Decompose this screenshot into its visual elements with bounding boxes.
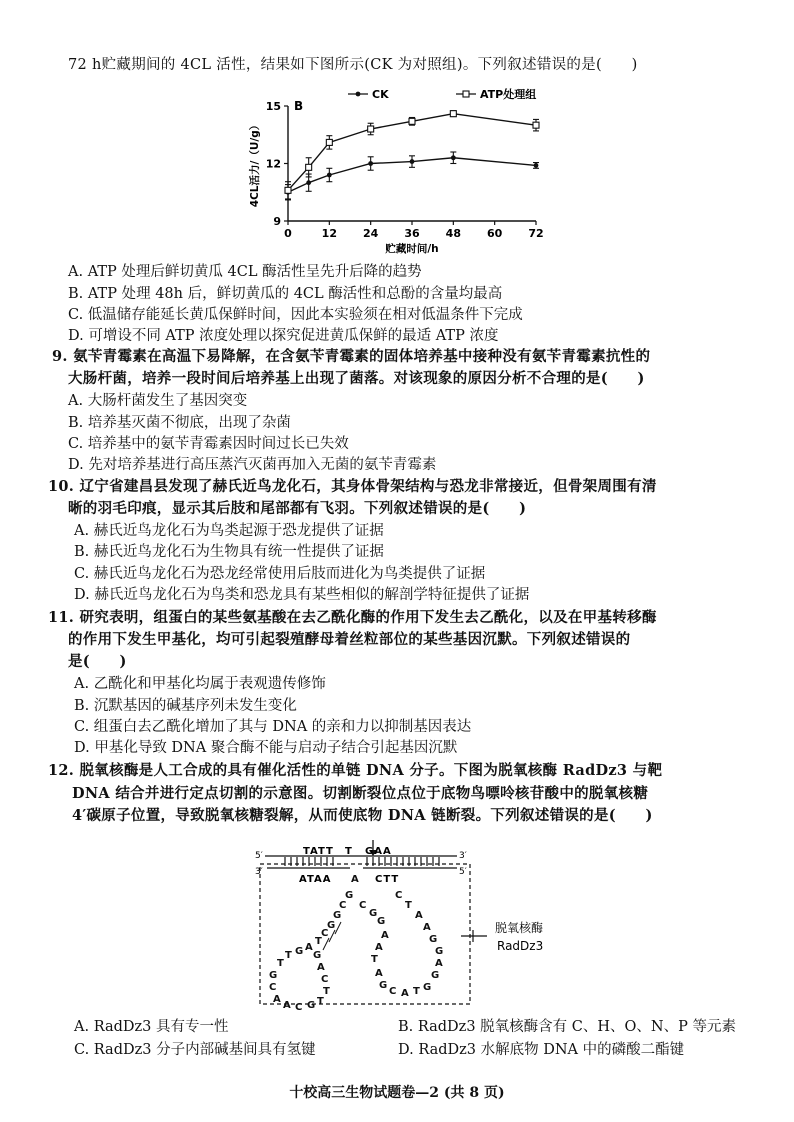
svg-text:C: C bbox=[269, 982, 277, 993]
svg-text:G: G bbox=[431, 970, 440, 981]
svg-text:C: C bbox=[321, 974, 329, 985]
svg-text:G: G bbox=[307, 1000, 316, 1011]
svg-text:T: T bbox=[323, 986, 330, 997]
q9-option-a[interactable]: A. 大肠杆菌发生了基因突变 bbox=[68, 393, 248, 409]
svg-text:G: G bbox=[295, 946, 304, 957]
y-tick-label: 15 bbox=[265, 100, 281, 113]
point-0-3 bbox=[368, 161, 373, 166]
svg-text:C: C bbox=[389, 986, 397, 997]
prime5-bottom: 5′ bbox=[459, 867, 467, 877]
svg-text:A: A bbox=[375, 968, 383, 979]
legend-label-1: ATP处理组 bbox=[480, 88, 537, 101]
prime5-top: 5′ bbox=[255, 851, 263, 861]
point-1-4 bbox=[409, 118, 415, 124]
q8-option-c[interactable]: C. 低温储存能延长黄瓜保鲜时间，因此本实验须在相对低温条件下完成 bbox=[68, 307, 523, 323]
svg-text:A: A bbox=[415, 910, 423, 921]
svg-text:A: A bbox=[435, 958, 443, 969]
svg-text:T: T bbox=[413, 986, 420, 997]
x-tick-label: 24 bbox=[363, 227, 379, 240]
q12-option-c[interactable]: C. RadDz3 分子内部碱基间具有氢键 bbox=[74, 1042, 316, 1058]
svg-text:G: G bbox=[345, 890, 354, 901]
y-tick-label: 9 bbox=[273, 215, 281, 228]
svg-text:G: G bbox=[327, 920, 336, 931]
q11-stem-line2: 的作用下发生甲基化，均可引起裂殖酵母着丝粒部位的某些基因沉默。下列叙述错误的 bbox=[68, 631, 631, 648]
q10-stem-line1: 10. 辽宁省建昌县发现了赫氏近鸟龙化石，其身体骨架结构与恐龙非常接近，但骨架周围有清 bbox=[48, 478, 657, 495]
q12-stem-line1: 12. 脱氧核酶是人工合成的具有催化活性的单链 DNA 分子。下图为脱氧核酶 RadDz3 与靶 bbox=[48, 762, 663, 779]
q10-option-d[interactable]: D. 赫氏近鸟龙化石为鸟类和恐龙具有某些相似的解剖学特征提供了证据 bbox=[74, 587, 530, 603]
panel-label: B bbox=[294, 99, 304, 113]
top-mid-seq: T bbox=[345, 846, 352, 857]
svg-text:A: A bbox=[381, 930, 389, 941]
svg-text:T: T bbox=[315, 936, 322, 947]
q11-stem-line3: 是( ) bbox=[68, 653, 127, 670]
point-0-5 bbox=[451, 155, 456, 160]
q11-option-c[interactable]: C. 组蛋白去乙酰化增加了其与 DNA 的亲和力以抑制基因表达 bbox=[74, 719, 472, 735]
svg-text:G: G bbox=[429, 934, 438, 945]
q11-stem-line1: 11. 研究表明，组蛋白的某些氨基酸在去乙酰化酶的作用下发生去乙酰化，以及在甲基转移酶 bbox=[48, 609, 657, 626]
y-tick-label: 12 bbox=[265, 157, 281, 171]
svg-text:G: G bbox=[435, 946, 444, 957]
point-0-2 bbox=[327, 173, 332, 178]
diagram-label-line1: 脱氧核酶 bbox=[495, 921, 544, 935]
svg-text:G: G bbox=[313, 950, 322, 961]
svg-text:A: A bbox=[401, 988, 409, 999]
q11-option-b[interactable]: B. 沉默基因的碱基序列未发生变化 bbox=[74, 698, 297, 714]
q8-stem: 72 h贮藏期间的 4CL 活性，结果如下图所示(CK 为对照组)。下列叙述错误的是( ) bbox=[68, 57, 638, 73]
q11-option-d[interactable]: D. 甲基化导致 DNA 聚合酶不能与启动子结合引起基因沉默 bbox=[74, 740, 458, 756]
svg-text:G: G bbox=[333, 910, 342, 921]
legend-marker-1 bbox=[463, 91, 469, 97]
svg-text:T: T bbox=[317, 996, 324, 1007]
y-axis-label: 4CL活力/（U/g） bbox=[249, 119, 261, 208]
q8-option-b[interactable]: B. ATP 处理 48h 后，鲜切黄瓜的 4CL 酶活性和总酚的含量均最高 bbox=[68, 286, 503, 302]
svg-text:A: A bbox=[317, 962, 325, 973]
point-0-4 bbox=[410, 159, 415, 164]
point-1-0 bbox=[285, 187, 291, 193]
svg-text:A: A bbox=[375, 942, 383, 953]
q8-option-d[interactable]: D. 可增设不同 ATP 浓度处理以探究促进黄瓜保鲜的最适 ATP 浓度 bbox=[68, 328, 499, 344]
point-1-6 bbox=[533, 122, 539, 128]
point-1-2 bbox=[326, 139, 332, 145]
q10-option-a[interactable]: A. 赫氏近鸟龙化石为鸟类起源于恐龙提供了证据 bbox=[74, 523, 384, 539]
bottom-right-seq: CTT bbox=[375, 874, 400, 885]
x-axis-label: 贮藏时间/h bbox=[385, 243, 439, 255]
x-tick-label: 36 bbox=[404, 227, 420, 240]
x-tick-label: 0 bbox=[284, 227, 292, 240]
q11-option-a[interactable]: A. 乙酰化和甲基化均属于表观遗传修饰 bbox=[74, 676, 326, 692]
svg-text:C: C bbox=[395, 890, 403, 901]
svg-text:T: T bbox=[277, 958, 284, 969]
q12-option-d[interactable]: D. RadDz3 水解底物 DNA 中的磷酸二酯键 bbox=[398, 1042, 685, 1058]
q10-option-b[interactable]: B. 赫氏近鸟龙化石为生物具有统一性提供了证据 bbox=[74, 544, 384, 560]
x-tick-label: 60 bbox=[487, 227, 503, 240]
point-0-6 bbox=[534, 163, 539, 168]
point-1-3 bbox=[368, 126, 374, 132]
x-tick-label: 72 bbox=[528, 227, 544, 240]
point-1-5 bbox=[450, 111, 456, 117]
legend-label-0: CK bbox=[372, 88, 389, 101]
svg-text:T: T bbox=[371, 954, 378, 965]
top-right-seq: GAA bbox=[365, 846, 392, 857]
legend-marker-0 bbox=[356, 92, 361, 97]
q12-stem-line2: DNA 结合并进行定点切割的示意图。切割断裂位点位于底物鸟嘌呤核苷酸中的脱氧核糖 bbox=[72, 785, 649, 802]
q10-stem-line2: 晰的羽毛印痕，显示其后肢和尾部都有飞羽。下列叙述错误的是( ) bbox=[68, 500, 527, 517]
raddz3-diagram bbox=[255, 838, 585, 1018]
q12-stem-line3: 4′碳原子位置，导致脱氧核糖裂解，从而使底物 DNA 链断裂。下列叙述错误的是( ) bbox=[72, 807, 653, 824]
q9-option-c[interactable]: C. 培养基中的氨苄青霉素因时间过长已失效 bbox=[68, 436, 349, 452]
diagram-label-line2: RadDz3 bbox=[497, 939, 544, 953]
bottom-left-seq: ATAA bbox=[299, 874, 332, 885]
svg-text:C: C bbox=[321, 928, 329, 939]
svg-text:A: A bbox=[283, 1000, 291, 1011]
q9-stem-line2: 大肠杆菌，培养一段时间后培养基上出现了菌落。对该现象的原因分析不合理的是( ) bbox=[68, 370, 645, 387]
svg-text:G: G bbox=[377, 916, 386, 927]
4cl-activity-chart bbox=[240, 78, 560, 258]
point-0-1 bbox=[306, 180, 311, 185]
q8-option-a[interactable]: A. ATP 处理后鲜切黄瓜 4CL 酶活性呈先升后降的趋势 bbox=[68, 264, 422, 280]
svg-text:C: C bbox=[339, 900, 347, 911]
svg-text:C: C bbox=[295, 1002, 303, 1013]
q9-stem-line1: 9. 氨苄青霉素在高温下易降解，在含氨苄青霉素的固体培养基中接种没有氨苄青霉素抗性的 bbox=[52, 348, 651, 365]
page-footer: 十校高三生物试题卷—2 (共 8 页) bbox=[289, 1085, 505, 1101]
svg-text:A: A bbox=[273, 994, 281, 1005]
svg-text:T: T bbox=[285, 950, 292, 961]
svg-text:A: A bbox=[423, 922, 431, 933]
svg-text:T: T bbox=[405, 900, 412, 911]
svg-text:G: G bbox=[369, 908, 378, 919]
top-left-seq: TATT bbox=[303, 846, 334, 857]
svg-text:C: C bbox=[359, 900, 367, 911]
q12-option-a[interactable]: A. RadDz3 具有专一性 bbox=[74, 1019, 229, 1035]
q12-option-b[interactable]: B. RadDz3 脱氧核酶含有 C、H、O、N、P 等元素 bbox=[398, 1019, 736, 1035]
svg-text:A: A bbox=[305, 942, 313, 953]
svg-text:G: G bbox=[379, 980, 388, 991]
x-tick-label: 12 bbox=[321, 227, 337, 240]
point-1-1 bbox=[306, 164, 312, 170]
q10-option-c[interactable]: C. 赫氏近鸟龙化石为恐龙经常使用后肢而进化为鸟类提供了证据 bbox=[74, 566, 486, 582]
svg-text:A: A bbox=[351, 874, 359, 885]
x-tick-label: 48 bbox=[445, 227, 461, 240]
svg-text:G: G bbox=[269, 970, 278, 981]
q9-option-d[interactable]: D. 先对培养基进行高压蒸汽灭菌再加入无菌的氨苄青霉素 bbox=[68, 457, 437, 473]
prime3-top: 3′ bbox=[459, 851, 467, 861]
q9-option-b[interactable]: B. 培养基灭菌不彻底，出现了杂菌 bbox=[68, 415, 291, 431]
svg-text:G: G bbox=[423, 982, 432, 993]
prime3-bottom: 3′ bbox=[255, 867, 263, 877]
